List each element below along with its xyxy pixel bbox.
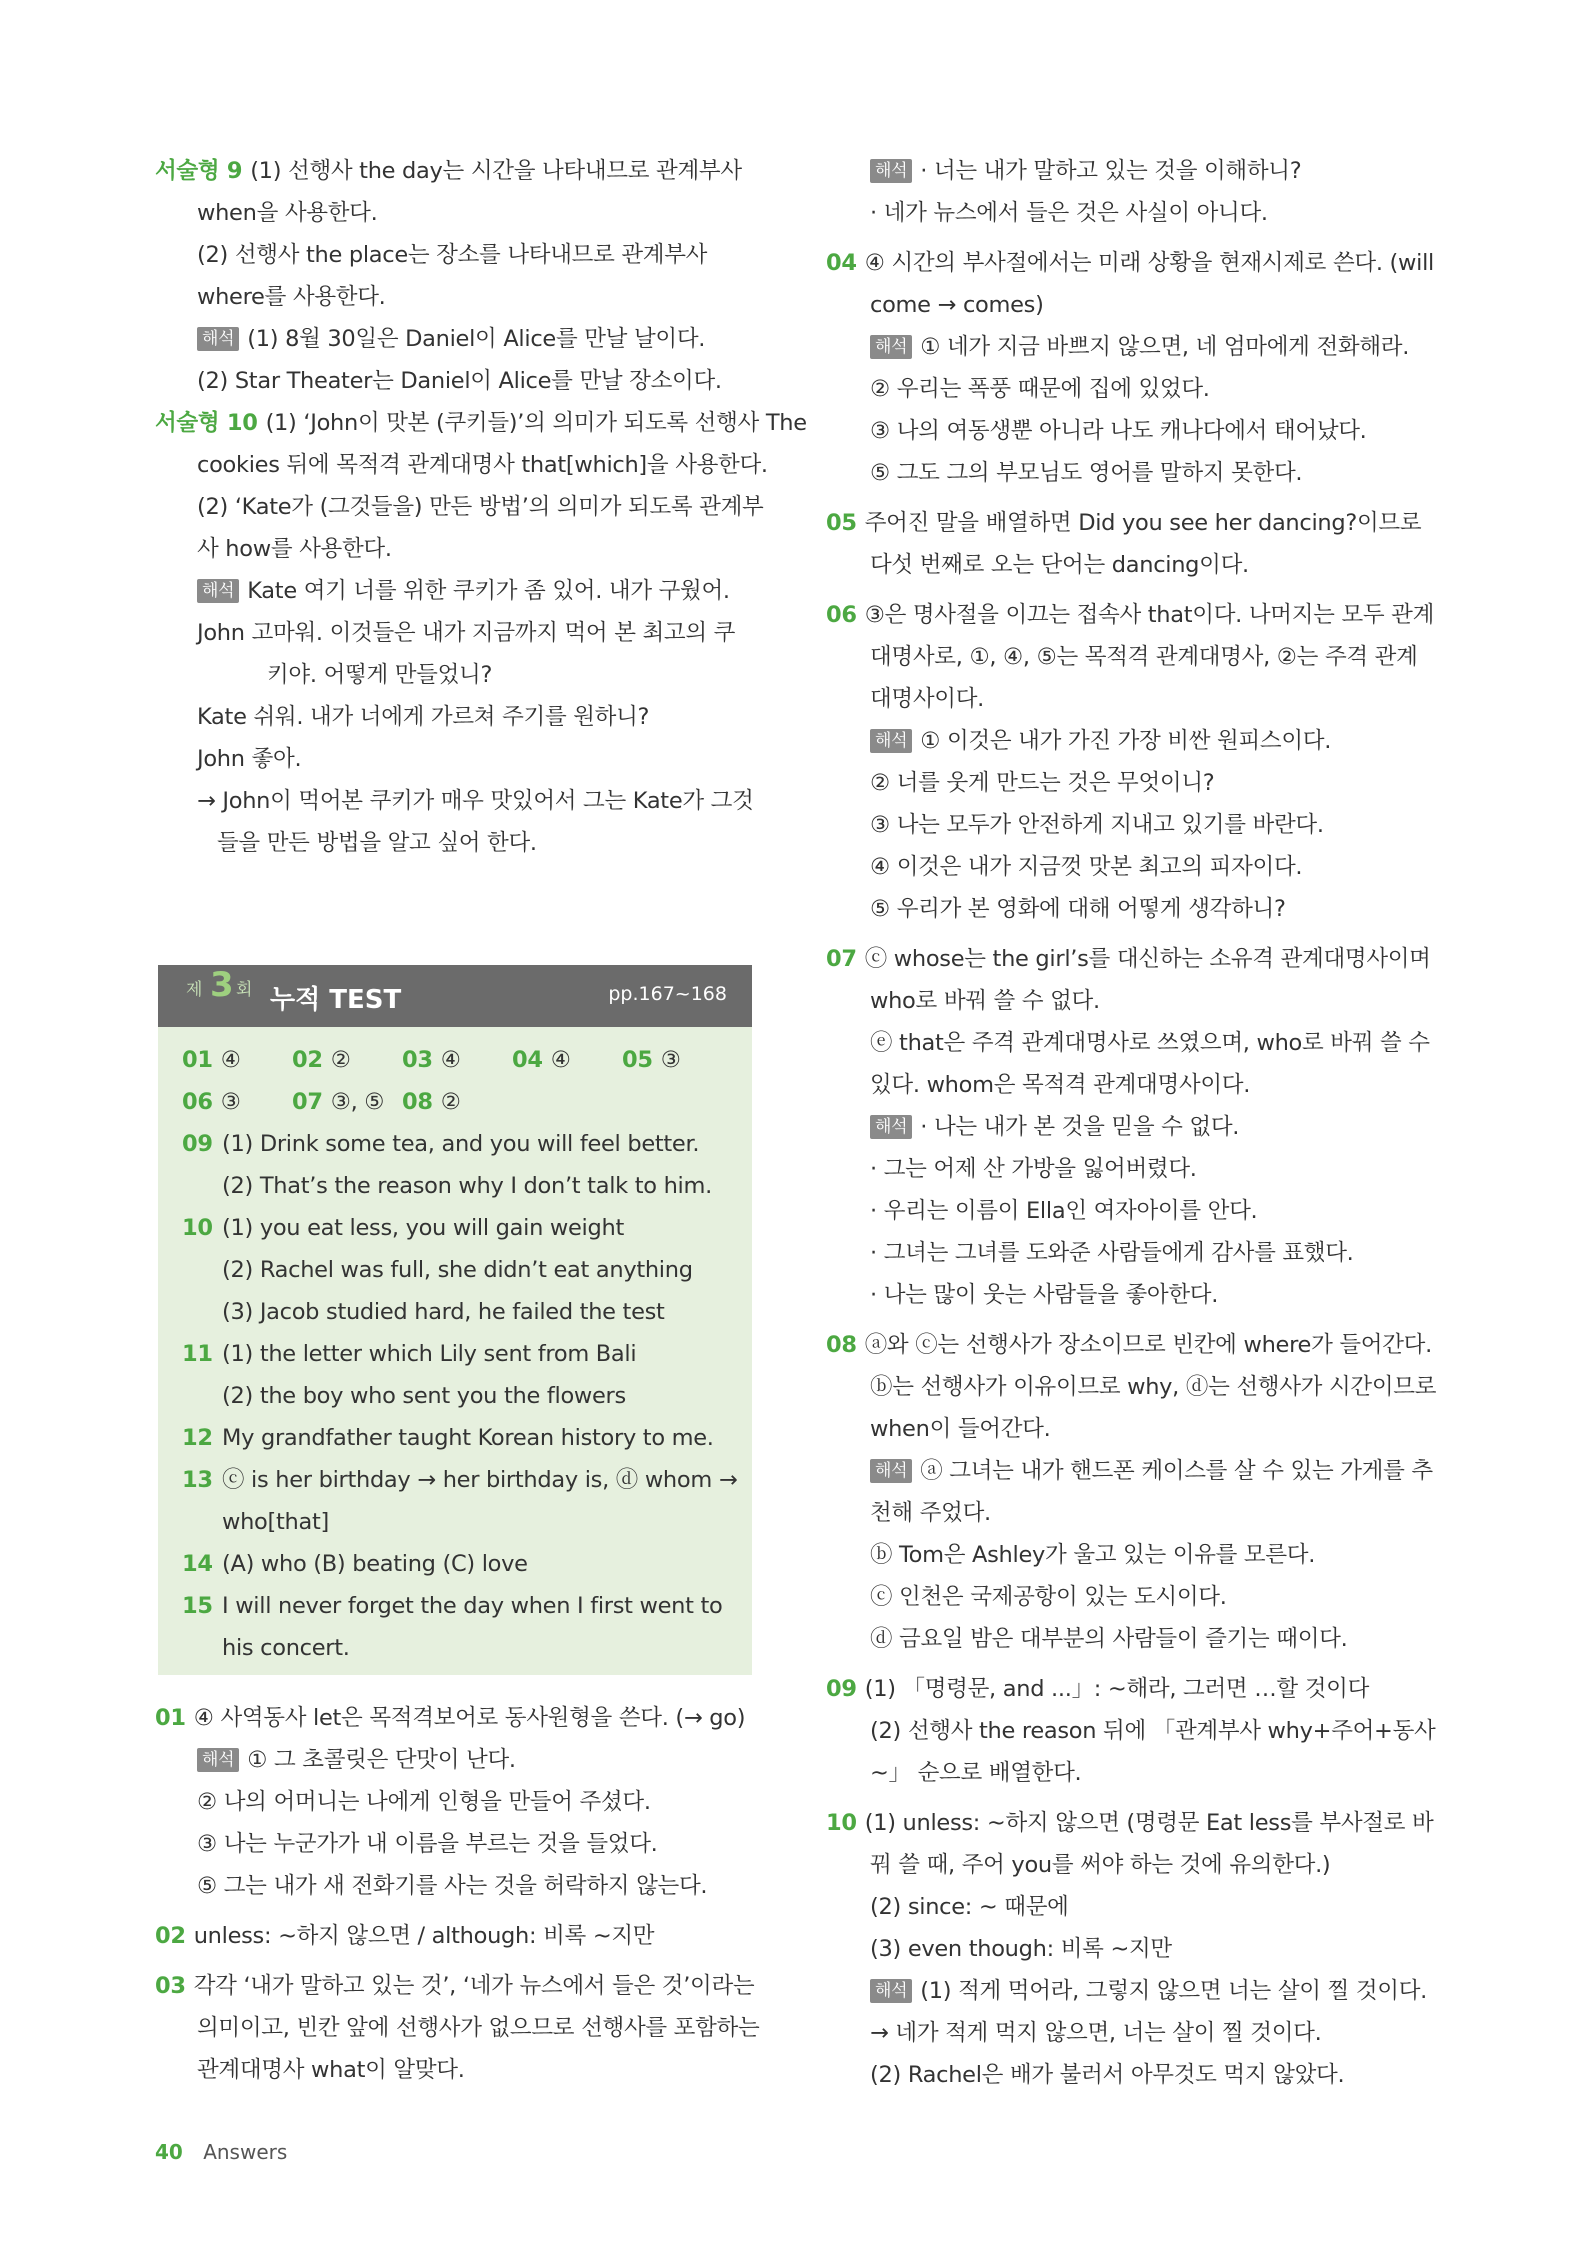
line-text: ⓔ that은 주격 관계대명사로 쓰였으며, who로 바꿔 쓸 수	[870, 1030, 1430, 1056]
line-text: ⓐ 그녀는 내가 핸드폰 케이스를 살 수 있는 가게를 추	[920, 1458, 1433, 1484]
line-text: ③ 나는 누군가가 내 이름을 부르는 것을 들었다.	[197, 1831, 658, 1857]
line-text: where를 사용한다.	[197, 284, 386, 310]
text-line	[826, 938, 1431, 980]
item-number: 03	[155, 1973, 186, 1999]
answer-value: ③, ⑤	[330, 1089, 385, 1115]
line-text: → 네가 적게 먹지 않으면, 너는 살이 찔 것이다.	[870, 2020, 1322, 2046]
line-text: ⑤ 그는 내가 새 전화기를 사는 것을 허락하지 않는다.	[197, 1873, 708, 1899]
text-line	[155, 360, 751, 402]
left-column-top	[155, 150, 807, 864]
line-text: Kate 여기 너를 위한 쿠키가 좀 있어. 내가 구웠어.	[247, 578, 730, 604]
footer-label: Answers	[203, 2140, 288, 2164]
answer-value: ②	[440, 1089, 461, 1115]
line-text: (2) Star Theater는 Daniel이 Alice를 만날 장소이다.	[197, 368, 722, 394]
test-title: 누적 TEST	[270, 985, 402, 1015]
text-line	[155, 1915, 751, 1957]
line-text: ② 너를 웃게 만드는 것은 무엇이니?	[870, 770, 1215, 796]
text-line	[826, 1534, 1422, 1576]
translation-tag: 해석	[197, 579, 239, 603]
text-line	[826, 980, 1422, 1022]
item-number: 02	[155, 1923, 186, 1949]
line-text: ② 우리는 폭풍 때문에 집에 있었다.	[870, 376, 1210, 402]
line-text: ⓑ Tom은 Ashley가 울고 있는 이유를 모른다.	[870, 1542, 1316, 1568]
text-line	[826, 594, 1435, 636]
text-line	[826, 1668, 1422, 1710]
answer-cell	[292, 1081, 402, 1123]
line-text: I will never forget the day when I first went to	[222, 1593, 723, 1619]
item-number: 09	[826, 1676, 857, 1702]
text-line	[826, 192, 1422, 234]
line-text: 각각 ‘내가 말하고 있는 것’, ‘네가 뉴스에서 들은 것’이라는	[193, 1973, 755, 1999]
text-line	[826, 1190, 1422, 1232]
text-line	[155, 276, 751, 318]
line-text: (2) ‘Kate가 (그것들을) 만든 방법’의 의미가 되도록 관계부	[197, 494, 764, 520]
line-text: ① 네가 지금 바쁘지 않으면, 네 엄마에게 전화해라.	[920, 334, 1410, 360]
answer-value: ④	[220, 1047, 241, 1073]
item-number: 10	[826, 1810, 857, 1836]
line-text: 들을 만든 방법을 알고 싶어 한다.	[217, 830, 537, 856]
line-text: · 나는 내가 본 것을 믿을 수 없다.	[920, 1114, 1240, 1140]
text-line	[155, 822, 751, 864]
item-number: 05	[826, 510, 857, 536]
item-number: 10	[182, 1215, 213, 1241]
test-line	[182, 1291, 742, 1333]
text-line	[155, 318, 751, 360]
page-number: 40	[155, 2140, 183, 2164]
translation-tag: 해석	[870, 335, 912, 359]
line-text: his concert.	[222, 1635, 350, 1661]
line-text: ⓓ 금요일 밤은 대부분의 사람들이 즐기는 때이다.	[870, 1626, 1348, 1652]
text-line	[826, 1970, 1428, 2012]
item-number: 15	[182, 1593, 213, 1619]
text-line	[826, 284, 1422, 326]
item-number: 14	[182, 1551, 213, 1577]
text-line	[155, 570, 751, 612]
answer-value: ②	[330, 1047, 351, 1073]
text-line	[826, 1844, 1422, 1886]
line-text: unless: ~하지 않으면 / although: 비록 ~지만	[193, 1923, 655, 1949]
line-text: · 그녀는 그녀를 도와준 사람들에게 감사를 표했다.	[870, 1240, 1354, 1266]
line-text: 키야. 어떻게 만들었니?	[267, 662, 493, 688]
item-number: 서술형 10	[155, 410, 258, 436]
line-text: (2) the boy who sent you the flowers	[222, 1383, 626, 1409]
text-line	[826, 1618, 1422, 1660]
line-text: ⑤ 우리가 본 영화에 대해 어떻게 생각하니?	[870, 896, 1286, 922]
line-text: ⓒ is her birthday → her birthday is, ⓓ whom →	[222, 1467, 738, 1493]
answer-number: 04	[512, 1047, 543, 1073]
text-line	[826, 1928, 1422, 1970]
item-number: 08	[826, 1332, 857, 1358]
test-line	[182, 1459, 742, 1501]
text-line	[826, 368, 1422, 410]
answer-value: ④	[550, 1047, 571, 1073]
answer-number: 07	[292, 1089, 323, 1115]
text-line	[155, 654, 751, 696]
line-text: ⓒ whose는 the girl’s를 대신하는 소유격 관계대명사이며	[864, 946, 1431, 972]
text-line	[155, 738, 751, 780]
line-text: who[that]	[222, 1509, 329, 1535]
test-line	[182, 1165, 742, 1207]
text-line	[826, 1710, 1436, 1752]
line-text: Kate 쉬워. 내가 너에게 가르쳐 주기를 원하니?	[197, 704, 650, 730]
line-text: (1) 8월 30일은 Daniel이 Alice를 만날 날이다.	[247, 326, 706, 352]
text-line	[826, 846, 1422, 888]
test-line	[182, 1123, 742, 1165]
line-text: · 우리는 이름이 Ella인 여자아이를 안다.	[870, 1198, 1258, 1224]
text-line	[155, 780, 754, 822]
line-text: 의미이고, 빈칸 앞에 선행사가 없으므로 선행사를 포함하는	[197, 2015, 760, 2041]
test-line	[182, 1543, 742, 1585]
line-text: (1) Drink some tea, and you will feel better.	[222, 1131, 700, 1157]
answer-row	[182, 1081, 742, 1123]
line-text: ⓐ와 ⓒ는 선행사가 장소이므로 빈칸에 where가 들어간다.	[864, 1332, 1432, 1358]
text-line	[826, 888, 1422, 930]
line-text: (1) the letter which Lily sent from Bali	[222, 1341, 637, 1367]
text-line	[826, 242, 1434, 284]
text-line	[826, 452, 1422, 494]
line-text: · 너는 내가 말하고 있는 것을 이해하니?	[920, 158, 1302, 184]
answer-cell	[292, 1039, 402, 1081]
test-answers	[182, 1039, 742, 1669]
test-line	[182, 1417, 742, 1459]
text-line	[826, 1232, 1422, 1274]
text-line	[826, 1366, 1437, 1408]
line-text: 사 how를 사용한다.	[197, 536, 392, 562]
text-line	[826, 1324, 1432, 1366]
line-text: (1) 선행사 the day는 시간을 나타내므로 관계부사	[250, 158, 742, 184]
text-line	[826, 502, 1422, 544]
translation-tag: 해석	[870, 729, 912, 753]
answer-number: 05	[622, 1047, 653, 1073]
item-number: 04	[826, 250, 857, 276]
line-text: → John이 먹어본 쿠키가 매우 맛있어서 그는 Kate가 그것	[197, 788, 754, 814]
line-text: when이 들어간다.	[870, 1416, 1051, 1442]
left-column-bottom	[155, 1697, 760, 2091]
line-text: ~」 순으로 배열한다.	[870, 1760, 1082, 1786]
answer-value: ③	[220, 1089, 241, 1115]
line-text: ③ 나의 여동생뿐 아니라 나도 캐나다에서 태어났다.	[870, 418, 1367, 444]
line-text: 있다. whom은 목적격 관계대명사이다.	[870, 1072, 1251, 1098]
answer-number: 02	[292, 1047, 323, 1073]
text-line	[155, 1739, 751, 1781]
line-text: (2) Rachel was full, she didn’t eat anything	[222, 1257, 693, 1283]
page-footer	[155, 2140, 287, 2164]
text-line	[155, 444, 768, 486]
translation-tag: 해석	[197, 1748, 239, 1772]
text-line	[155, 1965, 755, 2007]
line-text: (1) 「명령문, and ...」: ~해라, 그러면 …할 것이다	[864, 1676, 1369, 1702]
text-line	[826, 1492, 1422, 1534]
line-text: 대명사로, ①, ④, ⑤는 목적격 관계대명사, ②는 주격 관계	[870, 644, 1418, 670]
answer-number: 03	[402, 1047, 433, 1073]
line-text: ④ 시간의 부사절에서는 미래 상황을 현재시제로 쓴다. (will	[864, 250, 1434, 276]
line-text: (3) even though: 비록 ~지만	[870, 1936, 1172, 1962]
text-line	[155, 2007, 760, 2049]
line-text: 꿔 쓸 때, 주어 you를 써야 하는 것에 유의한다.)	[870, 1852, 1331, 1878]
text-line	[155, 1781, 751, 1823]
line-text: (3) Jacob studied hard, he failed the test	[222, 1299, 665, 1325]
test-line	[182, 1585, 742, 1627]
item-number: 서술형 9	[155, 158, 243, 184]
text-line	[155, 528, 751, 570]
line-text: when을 사용한다.	[197, 200, 378, 226]
text-line	[826, 150, 1422, 192]
text-line	[826, 636, 1422, 678]
item-number: 07	[826, 946, 857, 972]
line-text: ② 나의 어머니는 나에게 인형을 만들어 주셨다.	[197, 1789, 651, 1815]
text-line	[155, 1697, 751, 1739]
line-text: (1) 적게 먹어라, 그렇지 않으면 너는 살이 찔 것이다.	[920, 1978, 1428, 2004]
text-line	[826, 762, 1422, 804]
text-line	[826, 1064, 1422, 1106]
text-line	[155, 486, 764, 528]
answer-cell	[182, 1081, 292, 1123]
line-text: ③은 명사절을 이끄는 접속사 that이다. 나머지는 모두 관계	[864, 602, 1435, 628]
line-text: John 고마워. 이것들은 내가 지금까지 먹어 본 최고의 쿠	[197, 620, 736, 646]
cumulative-test-box	[158, 965, 752, 1675]
answer-row	[182, 1039, 742, 1081]
text-line	[826, 2012, 1422, 2054]
line-text: · 네가 뉴스에서 들은 것은 사실이 아니다.	[870, 200, 1268, 226]
line-text: ⓑ는 선행사가 이유이므로 why, ⓓ는 선행사가 시간이므로	[870, 1374, 1437, 1400]
text-line	[155, 1865, 751, 1907]
test-header	[158, 965, 752, 1027]
answer-number: 08	[402, 1089, 433, 1115]
item-number: 11	[182, 1341, 213, 1367]
text-line	[155, 150, 751, 192]
translation-tag: 해석	[197, 327, 239, 351]
answer-number: 01	[182, 1047, 213, 1073]
line-text: (2) since: ~ 때문에	[870, 1894, 1069, 1920]
line-text: ④ 사역동사 let은 목적격보어로 동사원형을 쓴다. (→ go)	[193, 1705, 746, 1731]
text-line	[826, 1450, 1433, 1492]
test-line	[182, 1501, 742, 1543]
item-number: 09	[182, 1131, 213, 1157]
text-line	[826, 1752, 1422, 1794]
text-line	[826, 410, 1422, 452]
text-line	[155, 612, 751, 654]
line-text: ① 그 초콜릿은 단맛이 난다.	[247, 1747, 516, 1773]
answer-cell	[622, 1039, 732, 1081]
item-number: 06	[826, 602, 857, 628]
test-line	[182, 1627, 742, 1669]
line-text: who로 바꿔 쓸 수 없다.	[870, 988, 1100, 1014]
line-text: (2) 선행사 the reason 뒤에 「관계부사 why+주어+동사	[870, 1718, 1436, 1744]
text-line	[826, 1576, 1422, 1618]
line-text: ⓒ 인천은 국제공항이 있는 도시이다.	[870, 1584, 1227, 1610]
test-line	[182, 1249, 742, 1291]
answer-cell	[402, 1081, 512, 1123]
right-column	[826, 150, 1437, 2096]
line-text: ③ 나는 모두가 안전하게 지내고 있기를 바란다.	[870, 812, 1324, 838]
line-text: (2) That’s the reason why I don’t talk to him.	[222, 1173, 712, 1199]
text-line	[826, 1408, 1422, 1450]
text-line	[155, 2049, 751, 2091]
answer-value: ④	[440, 1047, 461, 1073]
line-text: ⑤ 그도 그의 부모님도 영어를 말하지 못한다.	[870, 460, 1303, 486]
line-text: 천해 주었다.	[870, 1500, 991, 1526]
line-text: (2) Rachel은 배가 불러서 아무것도 먹지 않았다.	[870, 2062, 1345, 2088]
translation-tag: 해석	[870, 1979, 912, 2003]
text-line	[155, 402, 807, 444]
line-text: 대명사이다.	[870, 686, 985, 712]
line-text: ① 이것은 내가 가진 가장 비싼 원피스이다.	[920, 728, 1332, 754]
text-line	[826, 1886, 1422, 1928]
answer-cell	[402, 1039, 512, 1081]
text-line	[826, 544, 1422, 586]
test-line	[182, 1207, 742, 1249]
text-line	[155, 1823, 751, 1865]
line-text: 관계대명사 what이 알맞다.	[197, 2057, 465, 2083]
text-line	[826, 1106, 1422, 1148]
test-pages: pp.167~168	[608, 983, 727, 1005]
text-line	[826, 2054, 1422, 2096]
text-line	[155, 696, 751, 738]
line-text: · 나는 많이 웃는 사람들을 좋아한다.	[870, 1282, 1219, 1308]
text-line	[155, 234, 751, 276]
test-ordinal-number: 3	[210, 965, 234, 1005]
text-line	[826, 326, 1422, 368]
text-line	[826, 1148, 1422, 1190]
answer-cell	[182, 1039, 292, 1081]
answer-value: ③	[660, 1047, 681, 1073]
text-line	[826, 804, 1422, 846]
line-text: (2) 선행사 the place는 장소를 나타내므로 관계부사	[197, 242, 708, 268]
line-text: · 그는 어제 산 가방을 잃어버렸다.	[870, 1156, 1197, 1182]
text-line	[826, 678, 1422, 720]
line-text: (1) ‘John이 맛본 (쿠키들)’의 의미가 되도록 선행사 The	[265, 410, 807, 436]
test-line	[182, 1333, 742, 1375]
line-text: (1) you eat less, you will gain weight	[222, 1215, 624, 1241]
item-number: 13	[182, 1467, 213, 1493]
text-line	[826, 1802, 1434, 1844]
text-line	[826, 720, 1422, 762]
translation-tag: 해석	[870, 1115, 912, 1139]
answer-number: 06	[182, 1089, 213, 1115]
test-ordinal-suffix: 회	[236, 980, 253, 1000]
text-line	[155, 192, 751, 234]
answer-cell	[512, 1039, 622, 1081]
line-text: (1) unless: ~하지 않으면 (명령문 Eat less를 부사절로 바	[864, 1810, 1434, 1836]
line-text: (A) who (B) beating (C) love	[222, 1551, 528, 1577]
item-number: 01	[155, 1705, 186, 1731]
translation-tag: 해석	[870, 159, 912, 183]
item-number: 12	[182, 1425, 213, 1451]
test-ordinal-prefix: 제	[186, 980, 203, 1000]
line-text: cookies 뒤에 목적격 관계대명사 that[which]을 사용한다.	[197, 452, 768, 478]
line-text: John 좋아.	[197, 746, 302, 772]
text-line	[826, 1274, 1422, 1316]
line-text: ④ 이것은 내가 지금껏 맛본 최고의 피자이다.	[870, 854, 1303, 880]
text-line	[826, 1022, 1430, 1064]
translation-tag: 해석	[870, 1459, 912, 1483]
line-text: My grandfather taught Korean history to me.	[222, 1425, 714, 1451]
line-text: 다섯 번째로 오는 단어는 dancing이다.	[870, 552, 1249, 578]
line-text: come → comes)	[870, 292, 1044, 318]
test-line	[182, 1375, 742, 1417]
line-text: 주어진 말을 배열하면 Did you see her dancing?이므로	[864, 510, 1422, 536]
